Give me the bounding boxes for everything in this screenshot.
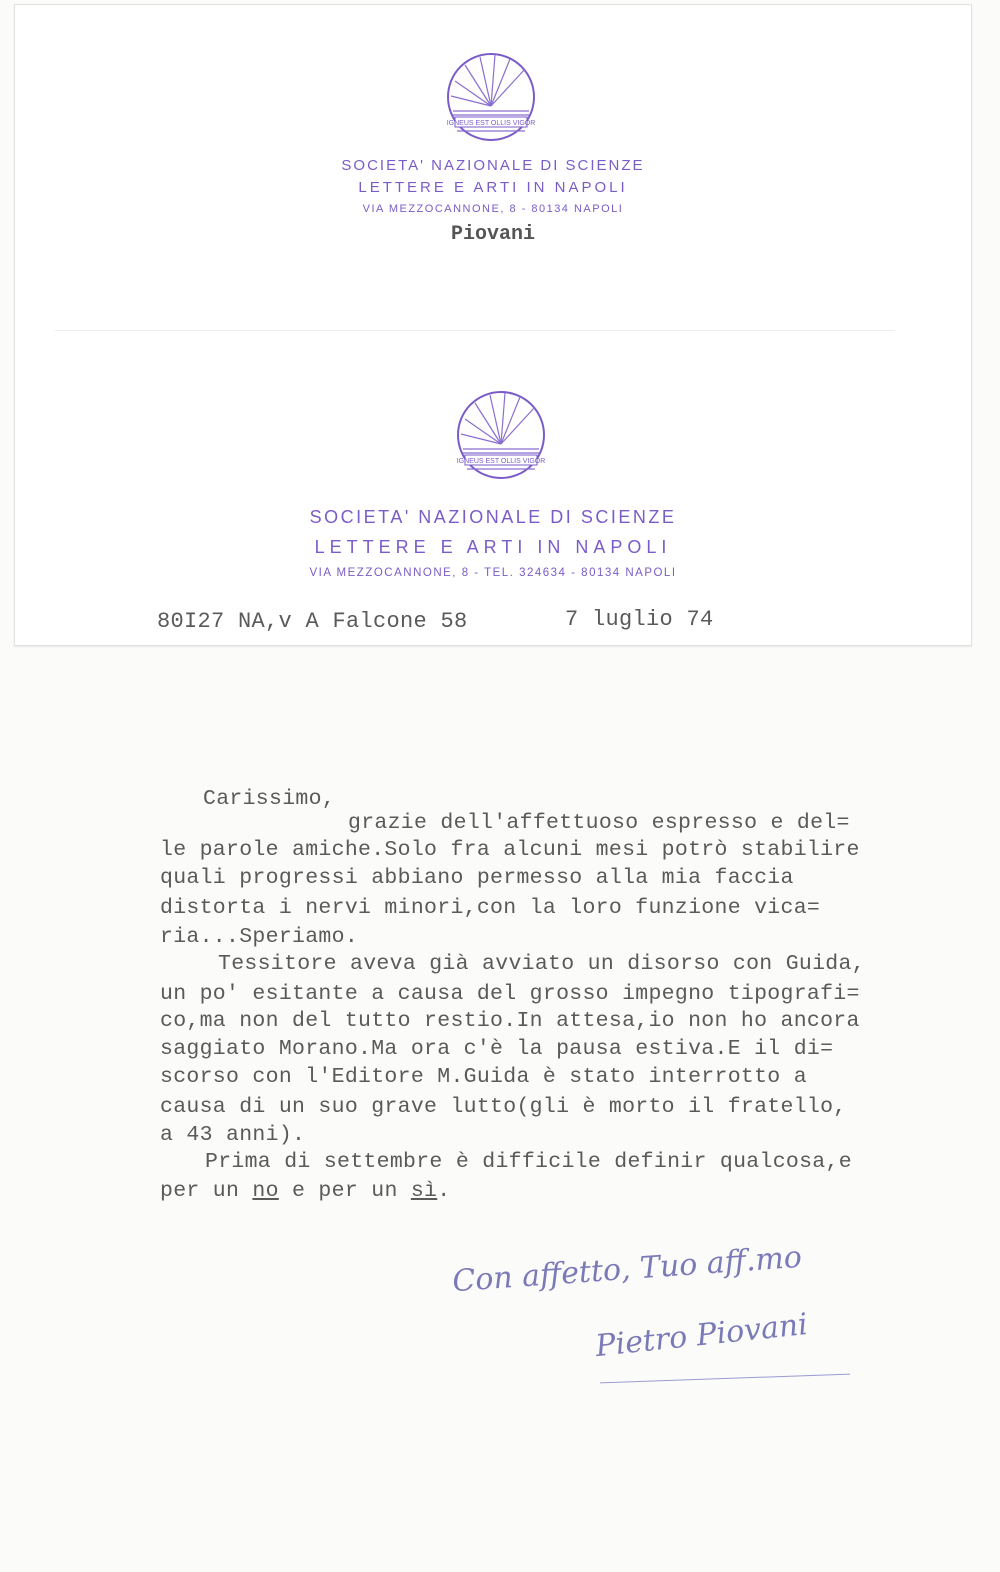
fold-line	[55, 330, 895, 331]
seal-motto: IGNEUS EST OLLIS VIGOR	[446, 120, 536, 127]
signature-underline	[600, 1374, 850, 1384]
envelope-recipient: Piovani	[450, 223, 535, 246]
body-line: Prima di settembre è difficile definir qualcosa,e	[205, 1150, 852, 1174]
body-line: le parole amiche.Solo fra alcuni mesi potrò stabilire	[160, 838, 860, 862]
envelope-org-line1: SOCIETA' NAZIONALE DI SCIENZE	[341, 157, 645, 174]
body-line: co,ma non del tutto restio.In attesa,io non ho ancora	[160, 1009, 860, 1033]
body-line: causa di un suo grave lutto(gli è morto il fratello,	[160, 1095, 847, 1119]
letter-date: 7 luglio 74	[565, 607, 714, 632]
underlined-no: no	[252, 1179, 279, 1203]
handwritten-closing: Con affetto, Tuo aff.mo	[451, 1239, 803, 1300]
letterhead-org-line1: SOCIETA' NAZIONALE DI SCIENZE	[309, 507, 677, 527]
letterhead-org-line2: LETTERE E ARTI IN NAPOLI	[314, 537, 672, 557]
body-line: distorta i nervi minori,con la loro funzione vica=	[160, 896, 821, 920]
body-line: grazie dell'affettuoso espresso e del=	[348, 811, 850, 835]
text: .	[437, 1179, 451, 1203]
text: e per un	[278, 1179, 411, 1203]
handwritten-signature: Pietro Piovani	[593, 1306, 810, 1365]
body-line: saggiato Morano.Ma ora c'è la pausa estiva.E il di=	[160, 1037, 834, 1061]
letterhead-seal-logo	[455, 389, 547, 481]
letterhead-address: VIA MEZZOCANNONE, 8 - TEL. 324634 - 80134 NAPOLI	[309, 567, 677, 579]
body-line: Tessitore aveva già avviato un disorso con Guida,	[218, 952, 865, 976]
society-seal-logo	[445, 51, 537, 143]
sender-address: 80I27 NA,v A Falcone 58	[157, 609, 468, 634]
body-line: scorso con l'Editore M.Guida è stato interrotto a	[160, 1065, 807, 1089]
seal-motto: IGNEUS EST OLLIS VIGOR	[456, 458, 546, 465]
body-line: un po' esitante a causa del grosso impegno tipografi=	[160, 982, 860, 1006]
text: per un	[160, 1179, 253, 1203]
underlined-si: sì	[410, 1179, 438, 1203]
envelope-address: VIA MEZZOCANNONE, 8 - 80134 NAPOLI	[362, 203, 624, 215]
salutation: Carissimo,	[203, 787, 336, 811]
body-line: quali progressi abbiano permesso alla mia faccia	[160, 866, 794, 890]
body-line: a 43 anni).	[160, 1123, 306, 1147]
envelope	[14, 4, 972, 646]
envelope-org-line2: LETTERE E ARTI IN NAPOLI	[358, 179, 628, 196]
body-line: ria...Speriamo.	[160, 925, 359, 949]
body-last-line	[160, 1179, 450, 1203]
